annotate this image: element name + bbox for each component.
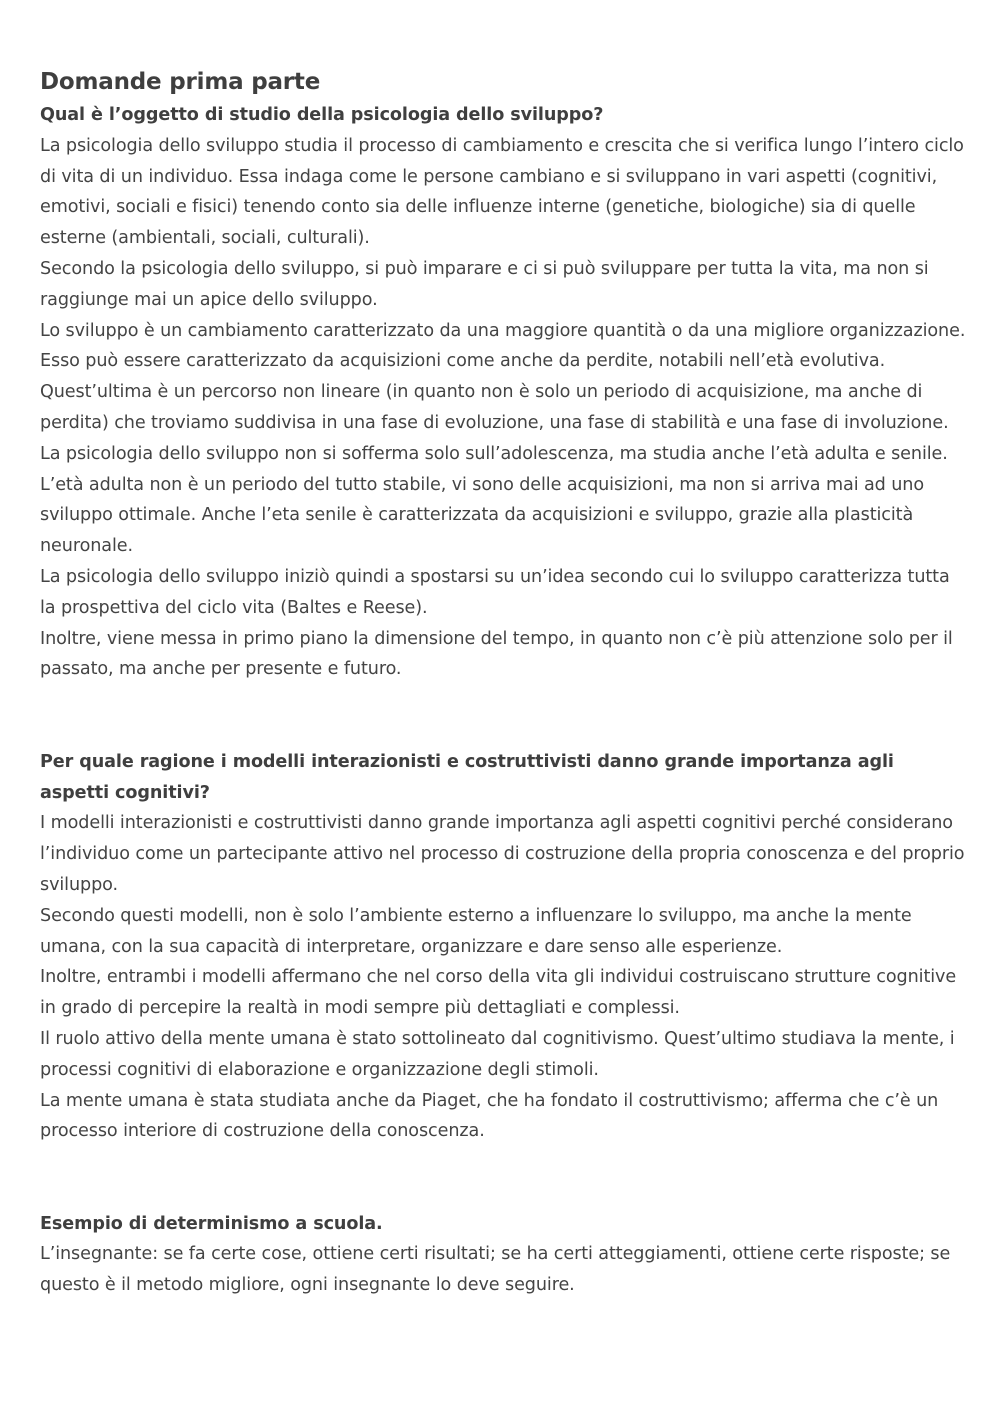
section-3 [40,1209,968,1301]
section-2 [40,747,968,1147]
question-heading: Per quale ragione i modelli interazionisti e costruttivisti danno grande importanza agli aspetti cognitivi? [40,751,894,803]
paragraph: La psicologia dello sviluppo studia il processo di cambiamento e crescita che si verifica lungo l’intero ciclo di vita di un individuo. Essa indaga come le persone cambiano e si sviluppano in vari aspetti (cognitivi, emotivi, sociali e fisici) tenendo conto sia delle influenze interne (genetiche, biologiche) sia di quelle esterne (ambientali, sociali, culturali). [40,135,964,249]
paragraph: I modelli interazionisti e costruttivisti danno grande importanza agli aspetti cognitivi perché considerano l’individuo come un partecipante attivo nel processo di costruzione della propria conoscenza e del proprio sviluppo. [40,813,965,895]
section-spacer [40,685,968,747]
document-title: Domande prima parte [40,69,321,95]
paragraph: Inoltre, viene messa in primo piano la dimensione del tempo, in quanto non c’è più attenzione solo per il passato, ma anche per presente e futuro. [40,628,953,680]
paragraph: La psicologia dello sviluppo non si sofferma solo sull’adolescenza, ma studia anche l’età adulta e senile. L’età adulta non è un periodo del tutto stabile, vi sono delle acquisizioni, ma non si arriva mai ad uno sviluppo ottimale. Anche l’eta senile è caratterizzata da acquisizioni e sviluppo, grazie alla plasticità neuronale. [40,443,948,557]
paragraph: Inoltre, entrambi i modelli affermano che nel corso della vita gli individui costruiscano strutture cognitive in grado di percepire la realtà in modi sempre più dettagliati e complessi. [40,967,957,1019]
paragraph: Secondo la psicologia dello sviluppo, si può imparare e ci si può sviluppare per tutta la vita, ma non si raggiunge mai un apice dello sviluppo. [40,258,929,310]
paragraph: Lo sviluppo è un cambiamento caratterizzato da una maggiore quantità o da una migliore organizzazione. Esso può essere caratterizzato da acquisizioni come anche da perdite, notabili nell’età evolutiva. Quest’ultima è un percorso non lineare (in quanto non è solo un periodo di acquisizione, ma anche di perdita) che troviamo suddivisa in una fase di evoluzione, una fase di stabilità e una fase di involuzione. [40,320,966,433]
question-heading: Qual è l’oggetto di studio della psicologia dello sviluppo? [40,105,604,125]
paragraph: La mente umana è stata studiata anche da Piaget, che ha fondato il costruttivismo; afferma che c’è un processo interiore di costruzione della conoscenza. [40,1090,939,1142]
question-heading: Esempio di determinismo a scuola. [40,1213,383,1234]
paragraph: Secondo questi modelli, non è solo l’ambiente esterno a influenzare lo sviluppo, ma anche la mente umana, con la sua capacità di interpretare, organizzare e dare senso alle esperienze. [40,905,912,957]
paragraph: L’insegnante: se fa certe cose, ottiene certi risultati; se ha certi atteggiamenti, ottiene certe risposte; se questo è il metodo migliore, ogni insegnante lo deve seguire. [40,1244,951,1296]
paragraph: Il ruolo attivo della mente umana è stato sottolineato dal cognitivismo. Quest’ultimo studiava la mente, i processi cognitivi di elaborazione e organizzazione degli stimoli. [40,1028,955,1080]
paragraph: La psicologia dello sviluppo iniziò quindi a spostarsi su un’idea secondo cui lo sviluppo caratterizza tutta la prospettiva del ciclo vita (Baltes e Reese). [40,566,950,618]
section-spacer [40,1147,968,1209]
document-page [40,64,968,1301]
section-1 [40,100,968,685]
